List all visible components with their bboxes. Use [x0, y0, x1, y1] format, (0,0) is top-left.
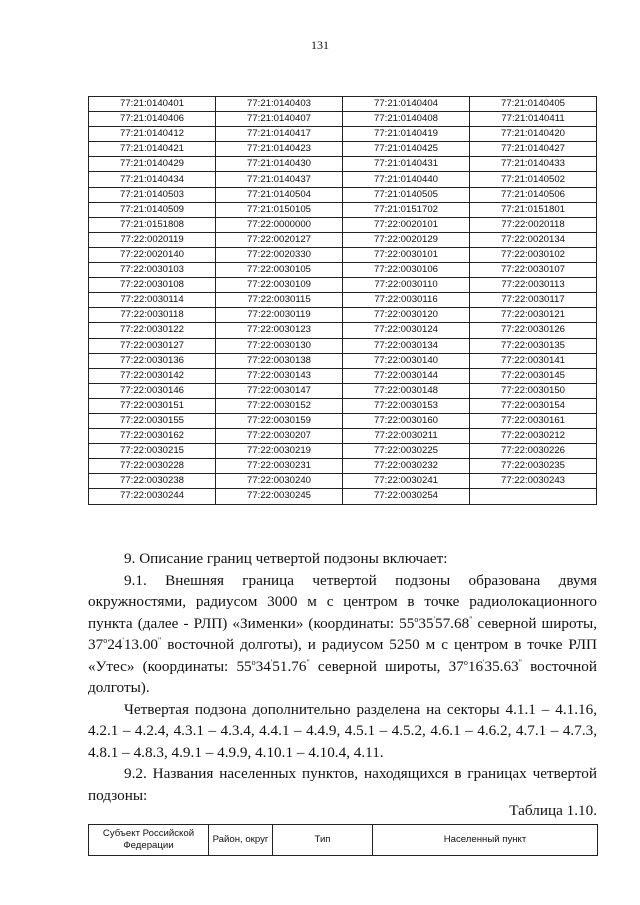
p1-text-a: 9.1. Внешняя граница четвертой подзоны образована двумя окружностями, радиусом 3000 м с центром в точке радиолокационного пункта (далее - РЛП) «Зименки» (координаты: 55 — [88, 571, 597, 632]
cadastral-number-cell: 77:22:0030134 — [343, 338, 470, 353]
degree-mark: о — [414, 614, 419, 624]
cadastral-number-cell: 77:22:0030159 — [216, 413, 343, 428]
table-row — [89, 368, 597, 383]
minute-mark: ' — [270, 657, 273, 667]
table-row — [89, 444, 597, 459]
cadastral-number-cell: 77:22:0030109 — [216, 278, 343, 293]
table-row — [89, 247, 597, 262]
cadastral-number-cell: 77:22:0030142 — [89, 368, 216, 383]
cadastral-number-cell: 77:22:0030138 — [216, 353, 343, 368]
second-mark: " — [518, 657, 522, 667]
paragraph-9-1 — [88, 570, 597, 699]
cadastral-number-cell: 77:21:0140506 — [470, 187, 597, 202]
cadastral-number-cell: 77:22:0030114 — [89, 293, 216, 308]
cadastral-number-cell: 77:22:0030143 — [216, 368, 343, 383]
cadastral-number-cell: 77:22:0030151 — [89, 398, 216, 413]
paragraph-sectors: Четвертая подзона дополнительно разделена на секторы 4.1.1 – 4.1.16, 4.2.1 – 4.2.4, 4.3.1 – 4.3.4, 4.4.1 – 4.4.9, 4.5.1 – 4.5.2, 4.6.1 – 4.6.2, 4.7.1 – 4.7.3, 4.8.1 – 4.8.3, 4.9.1 – 4.9.9, 4.10.1 – 4.10.4, 4.11. — [88, 700, 597, 761]
cadastral-number-cell: 77:21:0150105 — [216, 202, 343, 217]
section-heading: 9. Описание границ четвертой подзоны включает: — [124, 550, 448, 567]
cadastral-number-cell: 77:21:0140503 — [89, 187, 216, 202]
second-mark: " — [306, 657, 310, 667]
cadastral-number-cell: 77:22:0030118 — [89, 308, 216, 323]
table-row — [89, 398, 597, 413]
cadastral-number-cell: 77:22:0030148 — [343, 383, 470, 398]
cadastral-number-cell: 77:21:0140419 — [343, 127, 470, 142]
cadastral-number-cell: 77:22:0030231 — [216, 459, 343, 474]
cadastral-number-cell: 77:22:0030235 — [470, 459, 597, 474]
cadastral-number-cell: 77:21:0140421 — [89, 142, 216, 157]
p1-text-k: 16 — [467, 657, 484, 675]
cadastral-number-cell: 77:22:0030110 — [343, 278, 470, 293]
cadastral-number-cell: 77:22:0030121 — [470, 308, 597, 323]
cadastral-number-cell: 77:22:0030120 — [343, 308, 470, 323]
cadastral-number-cell: 77:22:0030119 — [216, 308, 343, 323]
cadastral-number-cell: 77:22:0030102 — [470, 247, 597, 262]
cadastral-number-cell: 77:22:0030152 — [216, 398, 343, 413]
cadastral-number-cell: 77:22:0030108 — [89, 278, 216, 293]
p1-text-b: 35 — [418, 614, 434, 632]
cadastral-number-cell: 77:22:0030130 — [216, 338, 343, 353]
p1-text-f: 13.00 — [123, 636, 158, 653]
cadastral-number-cell: 77:22:0030238 — [89, 474, 216, 489]
header-settlement: Населенный пункт — [373, 825, 598, 856]
cadastral-number-cell: 77:22:0030241 — [343, 474, 470, 489]
cadastral-number-cell: 77:21:0140423 — [216, 142, 343, 157]
cadastral-number-cell: 77:22:0030219 — [216, 444, 343, 459]
cadastral-number-cell: 77:22:0020134 — [470, 232, 597, 247]
settlements-table — [88, 824, 598, 856]
cadastral-number-cell: 77:21:0151702 — [343, 202, 470, 217]
cadastral-number-cell: 77:21:0140429 — [89, 157, 216, 172]
cadastral-number-cell: 77:21:0140430 — [216, 157, 343, 172]
cadastral-number-cell: 77:22:0020330 — [216, 247, 343, 262]
cadastral-number-cell: 77:22:0030226 — [470, 444, 597, 459]
cadastral-number-cell: 77:21:0140404 — [343, 97, 470, 112]
cadastral-number-cell: 77:21:0140427 — [470, 142, 597, 157]
cadastral-number-cell: 77:21:0140509 — [89, 202, 216, 217]
cadastral-number-cell: 77:21:0140431 — [343, 157, 470, 172]
cadastral-number-cell: 77:22:0030136 — [89, 353, 216, 368]
cadastral-number-cell: 77:21:0151808 — [89, 217, 216, 232]
table-row — [89, 263, 597, 278]
cadastral-number-cell: 77:22:0030116 — [343, 293, 470, 308]
table-row — [89, 429, 597, 444]
cadastral-number-cell: 77:22:0030254 — [343, 489, 470, 504]
table-row — [89, 217, 597, 232]
degree-mark: о — [103, 635, 108, 645]
minute-mark: ' — [122, 635, 124, 645]
cadastral-number-cell: 77:22:0030211 — [343, 429, 470, 444]
p1-text-e: 24 — [107, 636, 123, 653]
cadastral-number-cell: 77:21:0140440 — [343, 172, 470, 187]
cadastral-number-cell: 77:22:0030207 — [216, 429, 343, 444]
table-row — [89, 323, 597, 338]
cadastral-number-cell: 77:22:0030140 — [343, 353, 470, 368]
cadastral-number-cell: 77:22:0030150 — [470, 383, 597, 398]
header-type: Тип — [273, 825, 373, 856]
cadastral-number-cell: 77:22:0030146 — [89, 383, 216, 398]
cadastral-number-cell: 77:21:0140403 — [216, 97, 343, 112]
header-district: Район, округ — [209, 825, 273, 856]
cadastral-number-cell: 77:22:0030225 — [343, 444, 470, 459]
p1-text-l: 35.63 — [484, 657, 519, 675]
cadastral-number-cell: 77:21:0140420 — [470, 127, 597, 142]
cadastral-number-cell: 77:21:0140502 — [470, 172, 597, 187]
cadastral-number-cell: 77:22:0030122 — [89, 323, 216, 338]
cadastral-number-cell: 77:21:0140401 — [89, 97, 216, 112]
cadastral-number-cell: 77:22:0020127 — [216, 232, 343, 247]
page-number: 131 — [311, 38, 329, 52]
p1-text-m: восточной долготы). — [88, 657, 598, 696]
table-row — [89, 97, 597, 112]
cadastral-number-cell: 77:21:0140405 — [470, 97, 597, 112]
second-mark: " — [158, 635, 162, 645]
cadastral-number-cell: 77:21:0140411 — [470, 112, 597, 127]
cadastral-number-cell: 77:22:0030117 — [470, 293, 597, 308]
cadastral-number-cell: 77:22:0030244 — [89, 489, 216, 504]
paragraph-9-2: 9.2. Названия населенных пунктов, находящихся в границах четвертой подзоны: — [88, 765, 597, 804]
table-row — [89, 232, 597, 247]
cadastral-number-cell: 77:21:0140417 — [216, 127, 343, 142]
cadastral-number-cell: 77:22:0030160 — [343, 413, 470, 428]
cadastral-number-cell: 77:21:0140412 — [89, 127, 216, 142]
table-row — [89, 127, 597, 142]
degree-mark: о — [463, 657, 468, 667]
cadastral-number-cell: 77:21:0140434 — [89, 172, 216, 187]
table-row — [89, 459, 597, 474]
p1-text-d: северной широты, 37 — [88, 614, 598, 653]
p1-text-i: 51.76 — [272, 657, 307, 675]
cadastral-number-cell: 77:22:0030105 — [216, 263, 343, 278]
cadastral-number-cell: 77:21:0140504 — [216, 187, 343, 202]
minute-mark: ' — [483, 657, 485, 667]
cadastral-number-cell: 77:22:0030154 — [470, 398, 597, 413]
second-mark: " — [469, 614, 473, 624]
p1-text-c: 57.68 — [434, 614, 470, 632]
cadastral-number-cell: 77:22:0030101 — [343, 247, 470, 262]
table-row — [89, 353, 597, 368]
table-row — [89, 202, 597, 217]
p1-text-g: восточной долготы), и радиусом 5250 м с центром в точке РЛП «Утес» (координаты: 55 — [88, 636, 597, 675]
cadastral-number-cell: 77:22:0030153 — [343, 398, 470, 413]
cadastral-number-cell: 77:22:0030103 — [89, 263, 216, 278]
cadastral-number-cell: 77:22:0030124 — [343, 323, 470, 338]
table-row — [89, 293, 597, 308]
cadastral-number-cell: 77:22:0020118 — [470, 217, 597, 232]
cadastral-number-cell: 77:22:0030123 — [216, 323, 343, 338]
cadastral-number-cell: 77:22:0030126 — [470, 323, 597, 338]
table-row — [89, 489, 597, 504]
cadastral-number-cell: 77:22:0030135 — [470, 338, 597, 353]
p1-text-h: 34 — [255, 657, 271, 675]
degree-mark: о — [251, 657, 256, 667]
table-row — [89, 112, 597, 127]
cadastral-number-cell: 77:21:0151801 — [470, 202, 597, 217]
table-row — [89, 413, 597, 428]
cadastral-number-cell: 77:21:0140407 — [216, 112, 343, 127]
cadastral-number-cell: 77:22:0030162 — [89, 429, 216, 444]
cadastral-number-cell: 77:21:0140425 — [343, 142, 470, 157]
cadastral-number-cell: 77:22:0030141 — [470, 353, 597, 368]
cadastral-number-cell: 77:22:0020101 — [343, 217, 470, 232]
cadastral-number-cell — [470, 489, 597, 504]
cadastral-number-cell: 77:22:0030144 — [343, 368, 470, 383]
cadastral-number-cell: 77:22:0030127 — [89, 338, 216, 353]
table-row — [89, 474, 597, 489]
cadastral-number-cell: 77:21:0140433 — [470, 157, 597, 172]
cadastral-number-cell: 77:22:0030113 — [470, 278, 597, 293]
table-row — [89, 383, 597, 398]
p1-text-j: северной широты, 37 — [309, 657, 464, 675]
cadastral-number-cell: 77:22:0030145 — [470, 368, 597, 383]
cadastral-number-cell: 77:22:0020129 — [343, 232, 470, 247]
cadastral-number-cell: 77:22:0030115 — [216, 293, 343, 308]
cadastral-number-cell: 77:22:0030240 — [216, 474, 343, 489]
table-row — [89, 142, 597, 157]
cadastral-number-cell: 77:21:0140437 — [216, 172, 343, 187]
cadastral-number-cell: 77:22:0030212 — [470, 429, 597, 444]
table-row — [89, 187, 597, 202]
cadastral-number-cell: 77:22:0030106 — [343, 263, 470, 278]
cadastral-number-cell: 77:22:0030228 — [89, 459, 216, 474]
cadastral-number-cell: 77:22:0020140 — [89, 247, 216, 262]
cadastral-number-cell: 77:22:0030161 — [470, 413, 597, 428]
header-subject: Субъект Российской Федерации — [89, 825, 209, 856]
cadastral-number-cell: 77:22:0030215 — [89, 444, 216, 459]
cadastral-number-cell: 77:21:0140406 — [89, 112, 216, 127]
cadastral-number-cell: 77:22:0030245 — [216, 489, 343, 504]
cadastral-number-cell: 77:21:0140408 — [343, 112, 470, 127]
cadastral-number-cell: 77:22:0030107 — [470, 263, 597, 278]
cadastral-number-cell: 77:22:0030147 — [216, 383, 343, 398]
table-row — [89, 338, 597, 353]
settlements-table-header-row — [89, 825, 598, 856]
cadastral-number-cell: 77:22:0030243 — [470, 474, 597, 489]
cadastral-number-cell: 77:22:0030155 — [89, 413, 216, 428]
section-9-text — [88, 548, 597, 806]
table-row — [89, 278, 597, 293]
minute-mark: ' — [433, 614, 435, 624]
cadastral-number-cell: 77:22:0020119 — [89, 232, 216, 247]
table-row — [89, 308, 597, 323]
cadastral-table-body — [89, 97, 597, 505]
cadastral-numbers-table — [88, 96, 597, 505]
table-row — [89, 172, 597, 187]
table-row — [89, 157, 597, 172]
cadastral-number-cell: 77:21:0140505 — [343, 187, 470, 202]
table-caption: Таблица 1.10. — [509, 802, 597, 819]
cadastral-number-cell: 77:22:0030232 — [343, 459, 470, 474]
cadastral-number-cell: 77:22:0000000 — [216, 217, 343, 232]
